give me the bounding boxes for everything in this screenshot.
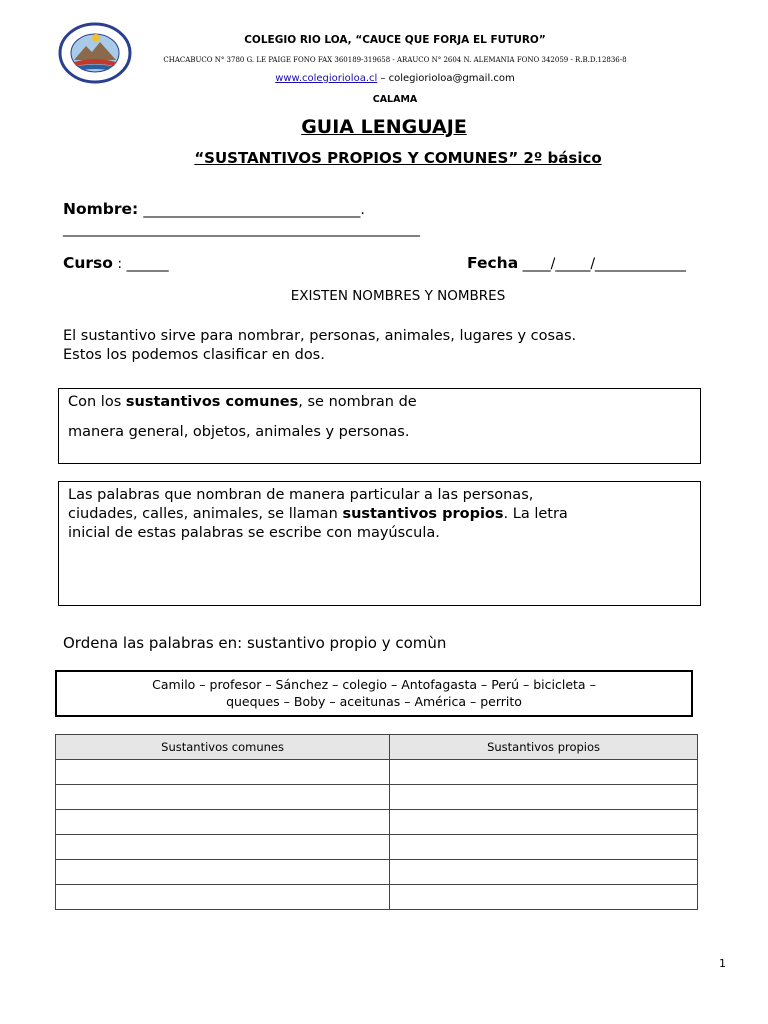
contact-line xyxy=(150,73,640,84)
word-bank-line-1: Camilo – profesor – Sánchez – colegio – Antofagasta – Perú – bicicleta – xyxy=(152,677,596,692)
cell-comun[interactable] xyxy=(56,860,390,885)
cell-propio[interactable] xyxy=(390,860,698,885)
school-address: CHACABUCO N° 3780 G. LE PAIGE FONO FAX 360189-319658 - ARAUCO N° 2604 N. ALEMANIA FONO 342059 - R.B.D.12836-8 xyxy=(163,56,627,64)
nombre-field[interactable]: _______________________________. xyxy=(143,202,365,218)
cell-comun[interactable] xyxy=(56,835,390,860)
cell-propio[interactable] xyxy=(390,785,698,810)
comunes-pre: Con los xyxy=(68,394,126,410)
table-row xyxy=(56,835,698,860)
fecha-row xyxy=(467,253,686,272)
section-heading: EXISTEN NOMBRES Y NOMBRES xyxy=(290,288,506,304)
intro-paragraph xyxy=(63,327,576,365)
propios-term: sustantivos propios xyxy=(342,506,504,522)
propios-pre: ciudades, calles, animales, se llaman xyxy=(68,506,343,522)
email-text: – colegiorioloa@gmail.com xyxy=(377,73,515,84)
table-row xyxy=(56,810,698,835)
table-row xyxy=(56,860,698,885)
intro-line-2: Estos los podemos clasificar en dos. xyxy=(63,347,325,363)
cell-propio[interactable] xyxy=(390,835,698,860)
propios-line-2 xyxy=(68,505,691,524)
nombre-label: Nombre: xyxy=(63,200,139,218)
cell-propio[interactable] xyxy=(390,885,698,910)
cell-comun[interactable] xyxy=(56,760,390,785)
fecha-field[interactable]: ____/_____/_____________ xyxy=(518,256,687,272)
page-title: GUIA LENGUAJE xyxy=(301,116,467,138)
cell-propio[interactable] xyxy=(390,810,698,835)
curso-field[interactable]: ______ xyxy=(126,256,169,272)
website-link[interactable]: www.colegiorioloa.cl xyxy=(275,73,378,84)
curso-row xyxy=(63,253,169,272)
fecha-label: Fecha xyxy=(467,254,519,272)
table-row xyxy=(56,885,698,910)
cell-comun[interactable] xyxy=(56,810,390,835)
cell-comun[interactable] xyxy=(56,885,390,910)
cell-comun[interactable] xyxy=(56,785,390,810)
cell-propio[interactable] xyxy=(390,760,698,785)
school-logo xyxy=(58,22,132,84)
city-label: CALAMA xyxy=(372,94,418,105)
curso-label: Curso xyxy=(63,254,113,272)
page-subtitle: “SUSTANTIVOS PROPIOS Y COMUNES” 2º básico xyxy=(194,149,602,167)
intro-line-1: El sustantivo sirve para nombrar, personas, animales, lugares y cosas. xyxy=(63,328,577,344)
box-sustantivos-propios xyxy=(58,481,701,606)
comunes-line-1 xyxy=(68,393,691,412)
header-comunes: Sustantivos comunes xyxy=(56,735,390,760)
comunes-line-2: manera general, objetos, animales y personas. xyxy=(68,424,410,440)
page-number: 1 xyxy=(719,957,726,970)
propios-line-3: inicial de estas palabras se escribe con mayúscula. xyxy=(68,525,440,541)
header-propios: Sustantivos propios xyxy=(390,735,698,760)
curso-colon: : xyxy=(112,256,127,272)
table-row xyxy=(56,760,698,785)
comunes-term: sustantivos comunes xyxy=(125,394,299,410)
comunes-post: , se nombran de xyxy=(298,394,417,410)
word-bank xyxy=(55,670,693,717)
box-sustantivos-comunes xyxy=(58,388,701,464)
classification-table xyxy=(55,734,698,910)
word-bank-line-2: queques – Boby – aceitunas – América – perrito xyxy=(226,694,522,709)
instruction: Ordena las palabras en: sustantivo propio y comùn xyxy=(63,634,447,652)
nombre-row xyxy=(63,199,365,218)
table-header-row xyxy=(56,735,698,760)
nombre-field-line2[interactable]: ___________________________________________________ xyxy=(63,221,420,237)
propios-line-1: Las palabras que nombran de manera particular a las personas, xyxy=(68,487,534,503)
propios-post: . La letra xyxy=(503,506,568,522)
table-row xyxy=(56,785,698,810)
school-name: COLEGIO RIO LOA, “CAUCE QUE FORJA EL FUTURO” xyxy=(244,34,546,46)
